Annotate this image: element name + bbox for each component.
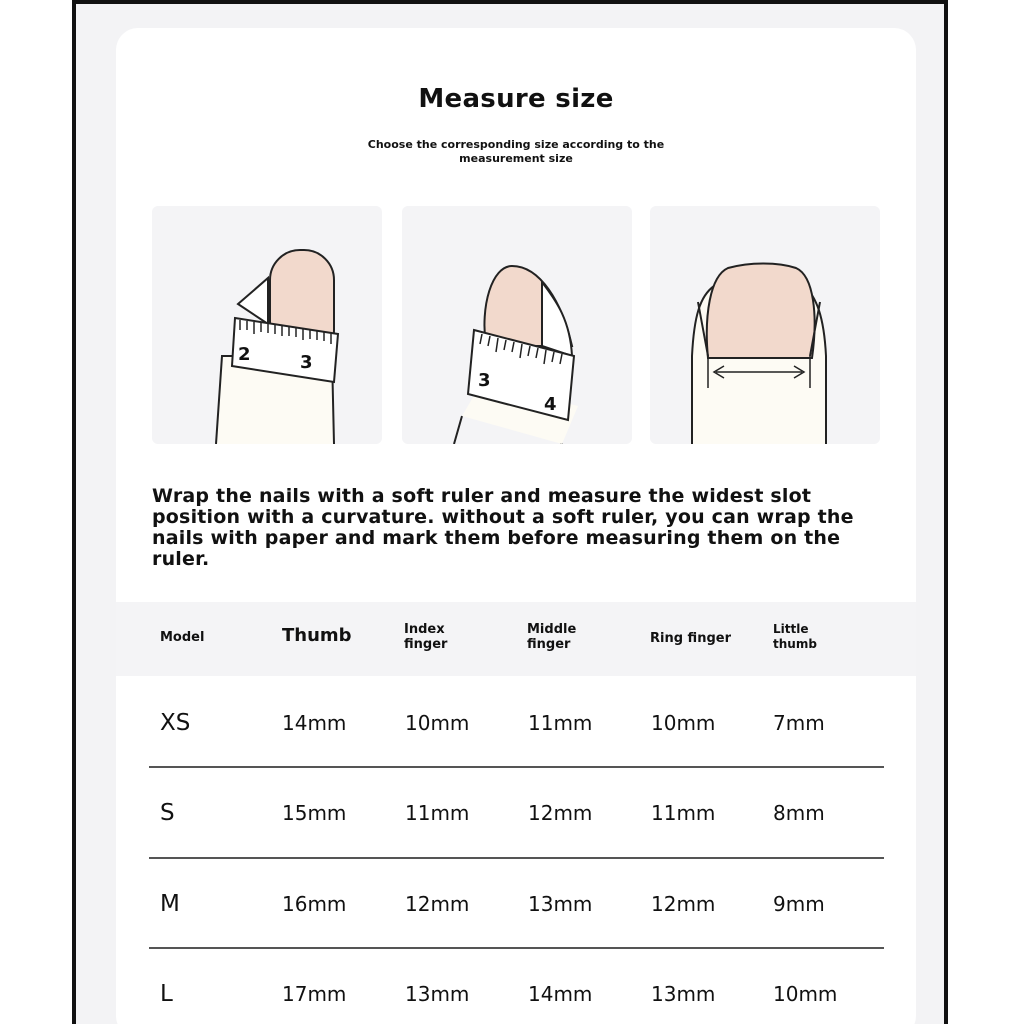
cell-model: L [160,981,173,1007]
ruler-label: 4 [544,394,557,415]
cell-ring: 10mm [651,711,716,735]
cell-ring: 12mm [651,892,716,916]
illustration-thumb-ruler [152,206,382,444]
frame [72,0,948,1024]
cell-little: 9mm [773,892,825,916]
table-row [149,949,884,1024]
table-row [149,768,884,858]
finger-soft-ruler-illustration [402,206,632,444]
header-model: Model [160,630,205,645]
cell-middle: 14mm [528,982,593,1006]
cell-model: S [160,800,175,826]
nail-width-arrow-illustration [650,206,880,444]
instructions-text: Wrap the nails with a soft ruler and measure the widest slot position with a curvature. without a soft ruler, you can wrap the nails with paper and mark them before measuring them on the ruler. [152,485,854,570]
cell-middle: 13mm [528,892,593,916]
cell-ring: 13mm [651,982,716,1006]
cell-thumb: 15mm [282,801,347,825]
table-row [149,678,884,768]
illustration-finger-ruler [402,206,632,444]
cell-thumb: 16mm [282,892,347,916]
cell-little: 10mm [773,982,838,1006]
cell-little: 8mm [773,801,825,825]
header-thumb: Thumb [282,625,352,646]
cell-thumb: 17mm [282,982,347,1006]
ruler-label: 3 [300,352,313,373]
header-middle-finger: Middle finger [527,622,577,652]
cell-thumb: 14mm [282,711,347,735]
table-row [149,859,884,949]
ruler-label: 3 [478,370,491,391]
illustration-nail-width [650,206,880,444]
cell-model: M [160,891,180,917]
thumb-soft-ruler-illustration [152,206,382,444]
cell-middle: 11mm [528,711,593,735]
cell-index: 13mm [405,982,470,1006]
cell-index: 10mm [405,711,470,735]
header-index-finger: Index finger [404,622,448,652]
ruler-label: 2 [238,344,251,365]
header-little-thumb: Little thumb [773,622,817,651]
cell-index: 11mm [405,801,470,825]
cell-ring: 11mm [651,801,716,825]
size-guide-card [116,28,916,1024]
cell-little: 7mm [773,711,825,735]
cell-model: XS [160,710,191,736]
cell-index: 12mm [405,892,470,916]
page-title: Measure size [418,84,614,114]
page-subtitle: Choose the corresponding size according to the measurement size [367,138,665,165]
size-table-header [116,602,916,676]
header-ring-finger: Ring finger [650,631,731,646]
cell-middle: 12mm [528,801,593,825]
